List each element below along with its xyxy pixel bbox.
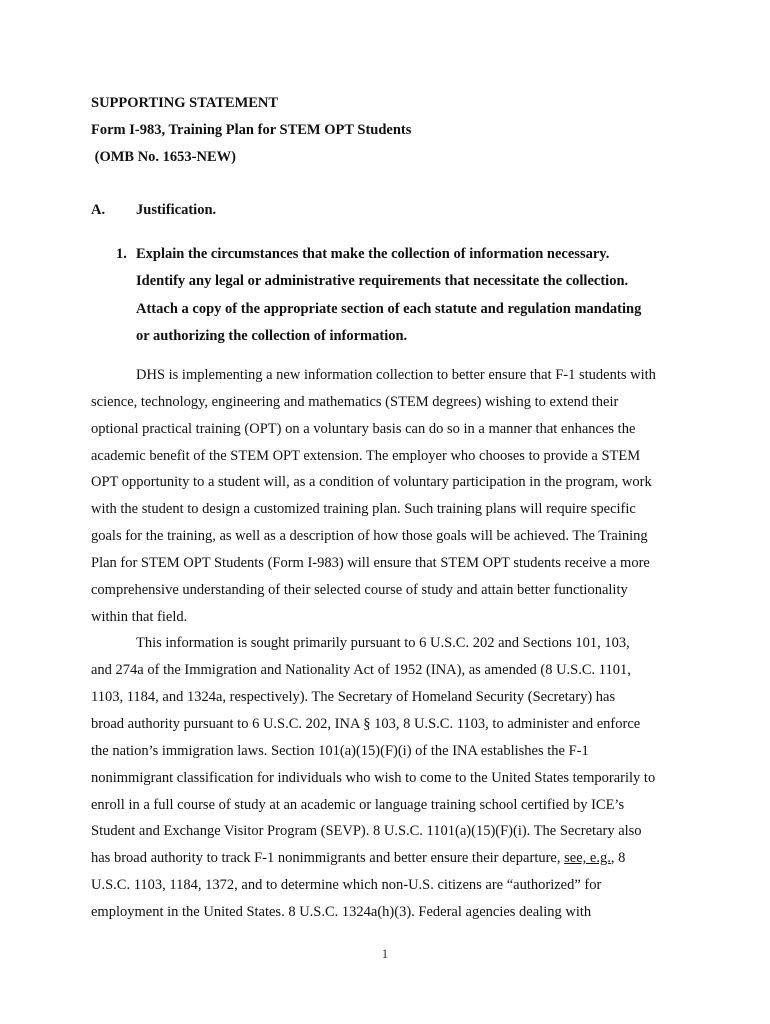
paragraph-line: comprehensive understanding of their selected course of study and attain better functionality	[91, 581, 628, 598]
question-line: Identify any legal or administrative requirements that necessitate the collection.	[136, 273, 629, 290]
paragraph-line: U.S.C. 1103, 1184, 1372, and to determine which non-U.S. citizens are “authorized” for	[91, 877, 602, 894]
paragraph-line: employment in the United States. 8 U.S.C. 1324a(h)(3). Federal agencies dealing with	[91, 903, 592, 920]
line-text: has broad authority to track F-1 nonimmigrants and better ensure their departure,	[91, 850, 565, 867]
paragraph-line: broad authority pursuant to 6 U.S.C. 202, INA § 103, 8 U.S.C. 1103, to administer and enforce	[91, 715, 641, 732]
paragraph-line: This information is sought primarily pursuant to 6 U.S.C. 202 and Sections 101, 103,	[136, 635, 630, 652]
line-text: , 8	[610, 850, 626, 867]
paragraph-line: with the student to design a customized training plan. Such training plans will require specific	[91, 501, 636, 518]
section-letter: A.	[91, 202, 106, 218]
paragraph-line: nonimmigrant classification for individuals who wish to come to the United States temporarily to	[91, 769, 656, 786]
paragraph-line: the nation’s immigration laws. Section 101(a)(15)(F)(i) of the INA establishes the F-1	[91, 742, 589, 759]
paragraph-line: enroll in a full course of study at an academic or language training school certified by ICE’s	[91, 796, 625, 813]
question-number: 1.	[116, 246, 127, 262]
omb-number: (OMB No. 1653-NEW)	[91, 149, 236, 165]
paragraph-line: Student and Exchange Visitor Program (SEVP). 8 U.S.C. 1101(a)(15)(F)(i). The Secretary also	[91, 823, 642, 840]
paragraph-line: Plan for STEM OPT Students (Form I-983) will ensure that STEM OPT students receive a more	[91, 554, 650, 571]
question-line: Attach a copy of the appropriate section of each statute and regulation mandating	[136, 300, 642, 317]
body-text	[91, 362, 691, 926]
paragraph-line: academic benefit of the STEM OPT extension. The employer who chooses to provide a STEM	[91, 447, 641, 464]
paragraph-line: and 274a of the Immigration and Nationality Act of 1952 (INA), as amended (8 U.S.C. 1101,	[91, 662, 631, 679]
question-line: or authorizing the collection of information.	[136, 327, 408, 344]
see-eg-citation: see, e.g.	[564, 850, 611, 867]
document-title: SUPPORTING STATEMENT	[91, 95, 279, 111]
question-block	[116, 241, 676, 350]
form-name: Form I-983, Training Plan for STEM OPT Students	[91, 122, 412, 138]
paragraph-line: OPT opportunity to a student will, as a condition of voluntary participation in the program, work	[91, 474, 652, 491]
paragraph-line: 1103, 1184, and 1324a, respectively). The Secretary of Homeland Security (Secretary) has	[91, 689, 616, 706]
paragraph-line: optional practical training (OPT) on a voluntary basis can do so in a manner that enhances the	[91, 420, 636, 437]
paragraph-line	[91, 845, 691, 872]
paragraph-line: within that field.	[91, 608, 188, 625]
paragraph-line: science, technology, engineering and mathematics (STEM degrees) wishing to extend their	[91, 393, 619, 410]
question-line: Explain the circumstances that make the collection of information necessary.	[136, 246, 610, 262]
section-heading	[91, 201, 216, 219]
paragraph-line: goals for the training, as well as a description of how those goals will be achieved. The Training	[91, 528, 648, 545]
section-title: Justification.	[136, 202, 217, 218]
paragraph-line: DHS is implementing a new information collection to better ensure that F-1 students with	[136, 367, 656, 383]
page-number: 1	[381, 946, 389, 961]
